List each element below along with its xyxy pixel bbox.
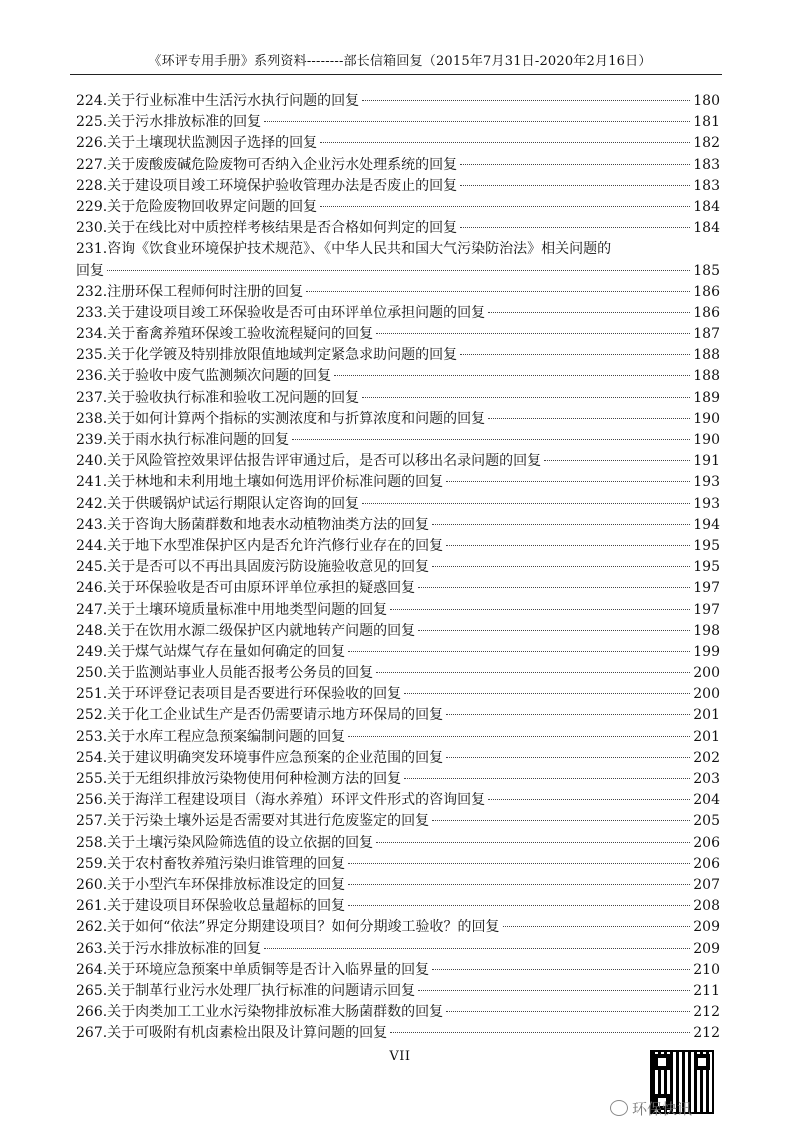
toc-entry-number: 232. [76, 283, 108, 300]
toc-entry-title: 关于煤气站煤气存在量如何确定的回复 [107, 643, 346, 660]
toc-entry-title: 关于建议明确突发环境事件应急预案的企业范围的回复 [107, 749, 444, 766]
toc-entry-number: 265. [76, 982, 108, 999]
toc-entry-number: 238. [76, 410, 108, 427]
toc-entry [76, 769, 720, 790]
toc-entry-title: 关于化学镀及特别排放限值地域判定紧急求助问题的回复 [107, 347, 458, 364]
toc-entry-page: 184 [693, 220, 720, 237]
dot-leader [432, 820, 690, 821]
page-header: 《环评专用手册》系列资料--------部长信箱回复（2015年7月31日-2020年2月16日） [148, 54, 652, 69]
toc-entry-title: 关于行业标准中生活污水执行问题的回复 [107, 93, 360, 109]
dot-leader [446, 714, 690, 715]
toc-entry-number: 249. [76, 643, 108, 660]
toc-entry-number: 240. [76, 453, 108, 470]
toc-entry-page: 197 [693, 601, 720, 618]
dot-leader [460, 354, 690, 355]
toc-entry-number: 239. [76, 432, 108, 449]
toc-entry-page: 188 [693, 347, 720, 364]
toc-entry-page: 206 [693, 855, 720, 872]
toc-entry-number: 257. [76, 813, 108, 830]
toc-entry-page: 208 [693, 898, 720, 915]
toc-entry-title: 关于如何计算两个指标的实测浓度和与折算浓度和问题的回复 [107, 410, 486, 427]
toc-entry-title: 关于危险废物回收界定问题的回复 [107, 198, 318, 215]
toc-entry [76, 409, 720, 430]
dot-leader [390, 1032, 690, 1033]
toc-entry-title: 关于是否可以不再出具固废污防设施验收意见的回复 [107, 559, 430, 576]
toc-entry [76, 345, 720, 366]
toc-entry-number: 264. [76, 961, 108, 978]
wechat-icon [610, 1100, 628, 1116]
dot-leader [404, 693, 690, 694]
toc-entry-number: 231. [76, 241, 108, 258]
page-number: VII [389, 1049, 411, 1064]
toc-entry-number: 245. [76, 559, 108, 576]
dot-leader [544, 460, 690, 461]
toc-entry-title: 关于污水排放标准的回复 [107, 114, 262, 131]
dot-leader [446, 757, 690, 758]
toc-entry-number: 229. [76, 198, 108, 215]
toc-entry-page: 190 [693, 410, 720, 427]
toc-entry-page: 210 [693, 961, 720, 978]
toc-entry-title: 关于建设项目环保验收总量超标的回复 [107, 898, 346, 915]
toc-entry-title: 关于土壤环境质量标准中用地类型问题的回复 [107, 601, 388, 618]
toc-entry-number: 251. [76, 686, 108, 703]
toc-entry-title: 关于验收中废气监测频次问题的回复 [107, 368, 332, 385]
toc-entry-title: 关于化工企业试生产是否仍需要请示地方环保局的回复 [107, 707, 444, 724]
toc-entry-page: 198 [693, 622, 720, 639]
toc-entry-title: 关于海洋工程建设项目（海水养殖）环评文件形式的咨询回复 [107, 792, 486, 809]
toc-entry-title: 关于地下水型准保护区内是否允许汽修行业存在的回复 [107, 537, 444, 554]
toc-entry-number: 266. [76, 1004, 108, 1021]
toc-entry [76, 705, 720, 726]
toc-entry-page: 201 [693, 707, 720, 724]
toc-entry-title: 关于在饮用水源二级保护区内就地转产问题的回复 [107, 622, 416, 639]
toc-entry-page: 181 [693, 114, 720, 131]
dot-leader [376, 333, 690, 334]
toc-entry-number: 254. [76, 749, 108, 766]
toc-entry-title: 关于小型汽车环保排放标准设定的回复 [107, 876, 346, 893]
toc-entry-number: 248. [76, 622, 108, 639]
toc-entry-title: 关于土壤污染风险筛选值的设立依据的回复 [107, 834, 374, 851]
dot-leader [446, 545, 690, 546]
toc-entry-page: 212 [693, 1025, 720, 1042]
dot-leader [446, 481, 690, 482]
toc-entry [76, 896, 720, 917]
dot-leader [320, 206, 690, 207]
dot-leader [362, 503, 690, 504]
toc-entry-page: 209 [693, 940, 720, 957]
watermark [610, 1098, 692, 1119]
dot-leader [488, 312, 690, 313]
dot-leader [348, 651, 690, 652]
dot-leader [376, 842, 690, 843]
toc-entry [76, 981, 720, 1002]
toc-entry-page: 204 [693, 792, 720, 809]
dot-leader [362, 397, 690, 398]
toc-entry-title: 注册环保工程师何时注册的回复 [107, 283, 304, 300]
toc-entry-number: 252. [76, 707, 108, 724]
toc-entry-title: 关于环评登记表项目是否要进行环保验收的回复 [107, 686, 402, 703]
dot-leader [348, 884, 690, 885]
dot-leader [503, 926, 691, 927]
toc-entry [76, 557, 720, 578]
dot-leader [488, 418, 690, 419]
toc-entry-title: 关于肉类加工工业水污染物排放标准大肠菌群数的回复 [107, 1004, 444, 1021]
toc-entry-title: 关于无组织排放污染物使用何种检测方法的回复 [107, 771, 402, 788]
toc-entry [76, 811, 720, 832]
toc-entry-page: 184 [693, 198, 720, 215]
toc-entry-title: 关于污水排放标准的回复 [107, 940, 262, 957]
toc-entry-number: 230. [76, 220, 108, 237]
toc-entry-title: 关于建设项目竣工环境保护验收管理办法是否废止的回复 [107, 177, 458, 194]
toc-entry [76, 600, 720, 621]
toc-entry-page: 197 [693, 580, 720, 597]
toc-entry-number: 227. [76, 156, 108, 173]
toc-entry [76, 1002, 720, 1023]
toc-entry [76, 133, 720, 154]
toc-entry [76, 875, 720, 896]
toc-entry [76, 960, 720, 981]
toc-entry [76, 663, 720, 684]
watermark-text: 环保快讯 [632, 1100, 693, 1118]
toc-entry-page: 188 [693, 368, 720, 385]
toc-entry-number: 242. [76, 495, 108, 512]
toc-entry-page: 180 [693, 93, 720, 109]
dot-leader [292, 439, 690, 440]
toc-entry-number: 255. [76, 771, 108, 788]
toc-entry-number: 260. [76, 876, 108, 893]
toc-entry-title: 关于监测站事业人员能否报考公务员的回复 [107, 665, 374, 682]
toc-entry-title: 关于建设项目竣工环保验收是否可由环评单位承担问题的回复 [107, 304, 486, 321]
toc-entry-page: 195 [693, 559, 720, 576]
dot-leader [460, 227, 690, 228]
toc-entry-page: 203 [693, 771, 720, 788]
toc-entry-number: 228. [76, 177, 108, 194]
toc-entry-page: 200 [693, 686, 720, 703]
dot-leader [264, 121, 690, 122]
toc-entry-title: 关于雨水执行标准问题的回复 [107, 432, 290, 449]
toc-entry-page: 183 [693, 156, 720, 173]
toc-entry-title: 关于污染土壤外运是否需要对其进行危废鉴定的回复 [107, 813, 430, 830]
dot-leader [376, 672, 690, 673]
toc-entry-page: 186 [693, 304, 720, 321]
dot-leader [460, 164, 690, 165]
toc-entry [76, 155, 720, 176]
toc-entry-number: 261. [76, 898, 108, 915]
toc-entry-page: 191 [693, 453, 720, 470]
toc-entry-number: 244. [76, 537, 108, 554]
toc-entry [76, 621, 720, 642]
toc-entry-number: 243. [76, 516, 108, 533]
toc-entry [76, 917, 720, 938]
dot-leader [390, 609, 690, 610]
toc-entry-number: 234. [76, 326, 108, 343]
dot-leader [334, 375, 690, 376]
toc-entry-page: 205 [693, 813, 720, 830]
toc-entry-page: 185 [693, 262, 720, 279]
toc-entry-page: 195 [693, 537, 720, 554]
toc-entry-page: 186 [693, 283, 720, 300]
toc-entry-title: 咨询《饮食业环境保护技术规范》、《中华人民共和国大气污染防治法》相关问题的 [107, 241, 612, 258]
dot-leader [264, 948, 690, 949]
toc-entry [76, 197, 720, 218]
header-rule [70, 74, 722, 75]
toc-entry-number: 246. [76, 580, 108, 597]
dot-leader [320, 142, 690, 143]
toc-entry-page: 211 [693, 982, 720, 999]
toc-entry-page: 189 [693, 389, 720, 406]
toc-entry [76, 112, 720, 133]
dot-leader [460, 185, 690, 186]
toc-entry-title: 关于水库工程应急预案编制问题的回复 [107, 728, 346, 745]
toc-entry [76, 472, 720, 493]
toc-entry-page: 209 [693, 919, 720, 936]
toc-entry-number: 224. [76, 93, 108, 109]
dot-leader [432, 566, 690, 567]
toc-entry [76, 239, 720, 281]
dot-leader [432, 969, 690, 970]
toc-entry-title: 关于供暖锅炉试运行期限认定咨询的回复 [107, 495, 360, 512]
toc-entry [76, 451, 720, 472]
toc-entry-number: 258. [76, 834, 108, 851]
toc-entry-title: 关于林地和未利用地土壤如何选用评价标准问题的回复 [107, 474, 444, 491]
toc-entry-page: 201 [693, 728, 720, 745]
toc-entry [76, 1023, 720, 1044]
toc-entry-page: 199 [693, 643, 720, 660]
dot-leader [432, 524, 690, 525]
toc-entry-page: 194 [693, 516, 720, 533]
dot-leader [107, 270, 690, 271]
dot-leader [488, 799, 690, 800]
toc-entry-number: 250. [76, 665, 108, 682]
toc-entry-number: 253. [76, 728, 108, 745]
toc-entry [76, 282, 720, 303]
toc-entry [76, 324, 720, 345]
toc-entry-number: 267. [76, 1025, 108, 1042]
toc-entry-title: 关于咨询大肠菌群数和地表水动植物油类方法的回复 [107, 516, 430, 533]
toc-entry [76, 833, 720, 854]
toc-entry-page: 182 [693, 135, 720, 152]
toc-entry-title: 关于土壤现状监测因子选择的回复 [107, 135, 318, 152]
toc-entry-page: 193 [693, 474, 720, 491]
toc-entry-number: 225. [76, 114, 108, 131]
toc-entry-page: 212 [693, 1004, 720, 1021]
toc-entry-title: 关于如何“依法”界定分期建设项目？如何分期竣工验收？的回复 [107, 919, 500, 936]
toc-entry-number: 236. [76, 368, 108, 385]
toc-entry-page: 187 [693, 326, 720, 343]
toc-entry [76, 642, 720, 663]
toc-entry-title: 关于环保验收是否可由原环评单位承担的疑惑回复 [107, 580, 416, 597]
toc-entry-number: 259. [76, 855, 108, 872]
dot-leader [418, 630, 690, 631]
toc-entry-title: 关于畜禽养殖环保竣工验收流程疑问的回复 [107, 326, 374, 343]
toc-entry-number: 237. [76, 389, 108, 406]
toc-entry [76, 727, 720, 748]
dot-leader [306, 291, 690, 292]
toc-entry-title: 关于废酸废碱危险废物可否纳入企业污水处理系统的回复 [107, 156, 458, 173]
toc-entry-page: 202 [693, 749, 720, 766]
toc-entry [76, 578, 720, 599]
toc-entry [76, 430, 720, 451]
toc-entry-title: 关于可吸附有机卤素检出限及计算问题的回复 [107, 1025, 388, 1042]
toc-entry [76, 303, 720, 324]
dot-leader [418, 587, 690, 588]
toc-entry [76, 176, 720, 197]
toc-entry [76, 854, 720, 875]
toc-entry-number: 256. [76, 792, 108, 809]
toc-entry-title: 关于制革行业污水处理厂执行标准的问题请示回复 [107, 982, 416, 999]
toc-entry-number: 226. [76, 135, 108, 152]
toc-entry-number: 247. [76, 601, 108, 618]
dot-leader [348, 736, 690, 737]
toc-entry-page: 183 [693, 177, 720, 194]
toc-entry [76, 91, 720, 112]
toc-entry [76, 684, 720, 705]
toc-entry [76, 536, 720, 557]
toc-entry [76, 388, 720, 409]
dot-leader [348, 905, 690, 906]
toc-entry [76, 939, 720, 960]
toc-entry-number: 262. [76, 919, 108, 936]
toc-entry-title: 关于风险管控效果评估报告评审通过后，是否可以移出名录问题的回复 [107, 453, 542, 470]
dot-leader [348, 863, 690, 864]
toc-entry-title: 关于在线比对中质控样考核结果是否合格如何判定的回复 [107, 220, 458, 237]
toc-entry [76, 494, 720, 515]
toc-entry-number: 263. [76, 940, 108, 957]
dot-leader [446, 1011, 690, 1012]
dot-leader [404, 778, 690, 779]
toc-entry-title: 关于环境应急预案中单质铜等是否计入临界量的回复 [107, 961, 430, 978]
toc-entry-number: 241. [76, 474, 108, 491]
toc-entry-page: 193 [693, 495, 720, 512]
toc-entry [76, 515, 720, 536]
toc-entry-number: 233. [76, 304, 108, 321]
toc-entry [76, 790, 720, 811]
toc-entry-title: 关于农村畜牧养殖污染归谁管理的回复 [107, 855, 346, 872]
toc-entry [76, 218, 720, 239]
toc-entry-title-continued: 回复 [76, 262, 104, 279]
dot-leader [418, 990, 690, 991]
toc-entry [76, 366, 720, 387]
table-of-contents [76, 91, 720, 1044]
toc-entry-page: 190 [693, 432, 720, 449]
toc-entry-page: 200 [693, 665, 720, 682]
toc-entry [76, 748, 720, 769]
toc-entry-page: 207 [693, 876, 720, 893]
toc-entry-page: 206 [693, 834, 720, 851]
dot-leader [362, 100, 690, 101]
toc-entry-title: 关于验收执行标准和验收工况问题的回复 [107, 389, 360, 406]
toc-entry-number: 235. [76, 347, 108, 364]
